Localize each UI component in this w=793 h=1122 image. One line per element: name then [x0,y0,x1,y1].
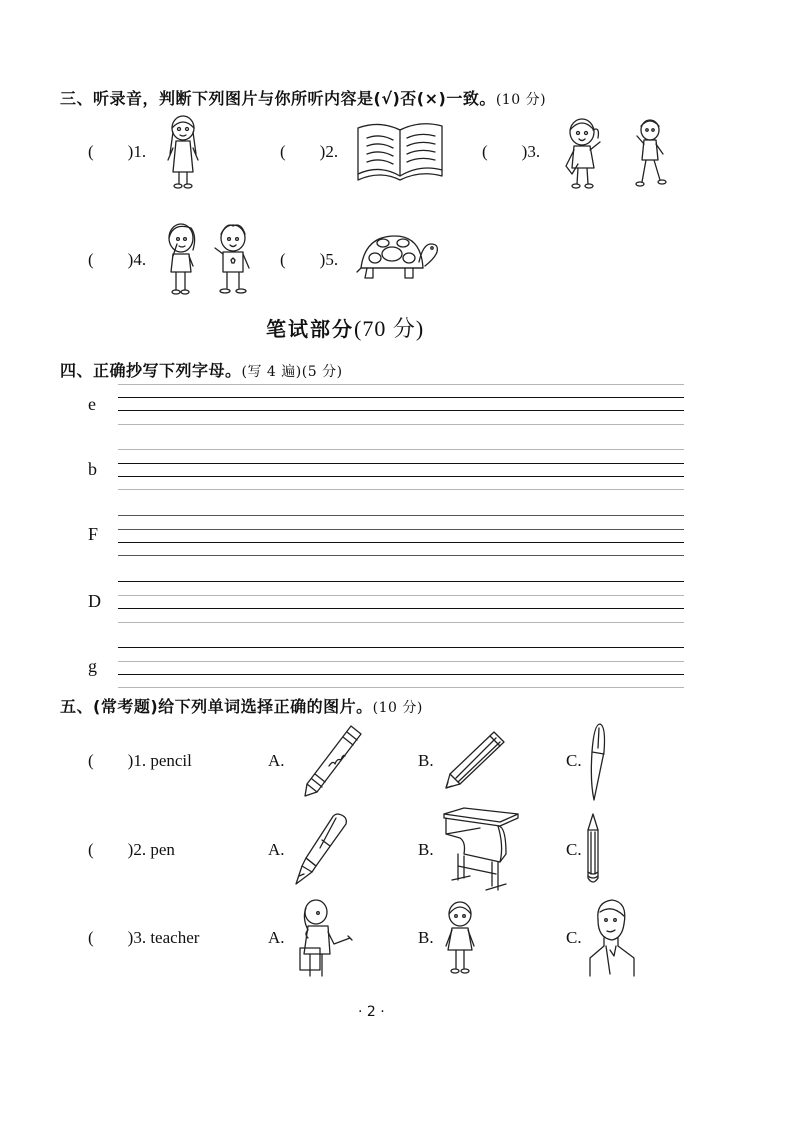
grid-line [118,384,684,385]
written-part-title-text: 笔试部分 [266,317,354,341]
little-girl-icon[interactable] [442,900,478,976]
answer-blank[interactable]: ( [88,250,94,269]
answer-blank[interactable]: ( [88,840,94,859]
choice-question-3 [88,928,199,948]
option-letter: A. [268,928,285,947]
desk-icon[interactable] [440,806,522,892]
grid-line [118,687,684,688]
listen-item-5 [280,250,338,270]
letter-label: b [88,459,97,479]
grid-line [118,542,684,543]
section4-note: (写 4 遍)(5 分) [241,364,343,380]
item-number: )3. [521,142,541,161]
grid-line [118,397,684,398]
option-letter: B. [418,751,434,770]
section5-heading [60,694,423,717]
item-number: )2. [319,142,339,161]
question-word: )2. pen [127,840,175,859]
option-letter: B. [418,840,434,859]
grid-line [118,515,684,516]
grid-line [118,410,684,411]
answer-blank[interactable]: ( [482,142,488,161]
letter-label: e [88,394,96,414]
question-word: )3. teacher [127,928,200,947]
girl-and-boy-walking-icon [560,116,675,192]
grid-line [118,476,684,477]
answer-blank[interactable]: ( [88,751,94,770]
option-letter: C. [566,840,582,859]
listen-item-3 [482,142,540,162]
option-letter: A. [268,751,285,770]
grid-line [118,608,684,609]
pen-icon[interactable] [586,722,608,802]
girl-icon [163,114,203,192]
listen-item-1 [88,142,146,162]
grid-line [118,449,684,450]
letter-label: F [88,524,99,544]
girl-and-boy-waving-icon [163,222,253,298]
page-number: · 2 · [358,1004,385,1020]
grid-line [118,595,684,596]
grid-line [118,529,684,530]
item-number: )5. [319,250,339,269]
listen-item-4 [88,250,146,270]
grid-line [118,661,684,662]
written-part-points: (70 分) [354,316,425,341]
man-icon[interactable] [588,898,636,976]
section4-heading [60,358,343,381]
answer-blank[interactable]: ( [88,142,94,161]
fountain-pen-icon[interactable] [292,812,350,888]
option-letter: B. [418,928,434,947]
grid-line [118,581,684,582]
answer-blank[interactable]: ( [280,250,286,269]
question-word: )1. pencil [127,751,192,770]
listen-item-2 [280,142,338,162]
grid-line [118,647,684,648]
section5-points: (10 分) [372,700,423,716]
turtle-icon [357,232,441,284]
woman-teacher-icon[interactable] [294,898,354,978]
grid-line [118,555,684,556]
open-book-icon [355,118,445,184]
pencil-icon[interactable] [446,730,508,790]
choice-question-2 [88,840,175,860]
answer-blank[interactable]: ( [280,142,286,161]
grid-line [118,622,684,623]
grid-line [118,489,684,490]
section4-heading-text: 四、正确抄写下列字母。 [60,361,242,380]
written-part-title [266,312,424,343]
pencil-upright-icon[interactable] [585,812,601,888]
section3-heading [60,86,546,109]
option-letter: A. [268,840,285,859]
grid-line [118,674,684,675]
letter-label: D [88,591,101,611]
section3-heading-text: 三、听录音，判断下列图片与你所听内容是(√)否(×)一致。 [60,89,496,108]
letter-label: g [88,656,97,676]
answer-blank[interactable]: ( [88,928,94,947]
choice-question-1 [88,751,192,771]
section5-heading-text: 五、(常考题)给下列单词选择正确的图片。 [60,697,373,716]
item-number: )4. [127,250,147,269]
section3-points: (10 分) [495,92,547,108]
option-letter: C. [566,751,582,770]
grid-line [118,463,684,464]
option-letter: C. [566,928,582,947]
item-number: )1. [127,142,147,161]
crayon-icon[interactable] [303,724,365,800]
grid-line [118,424,684,425]
